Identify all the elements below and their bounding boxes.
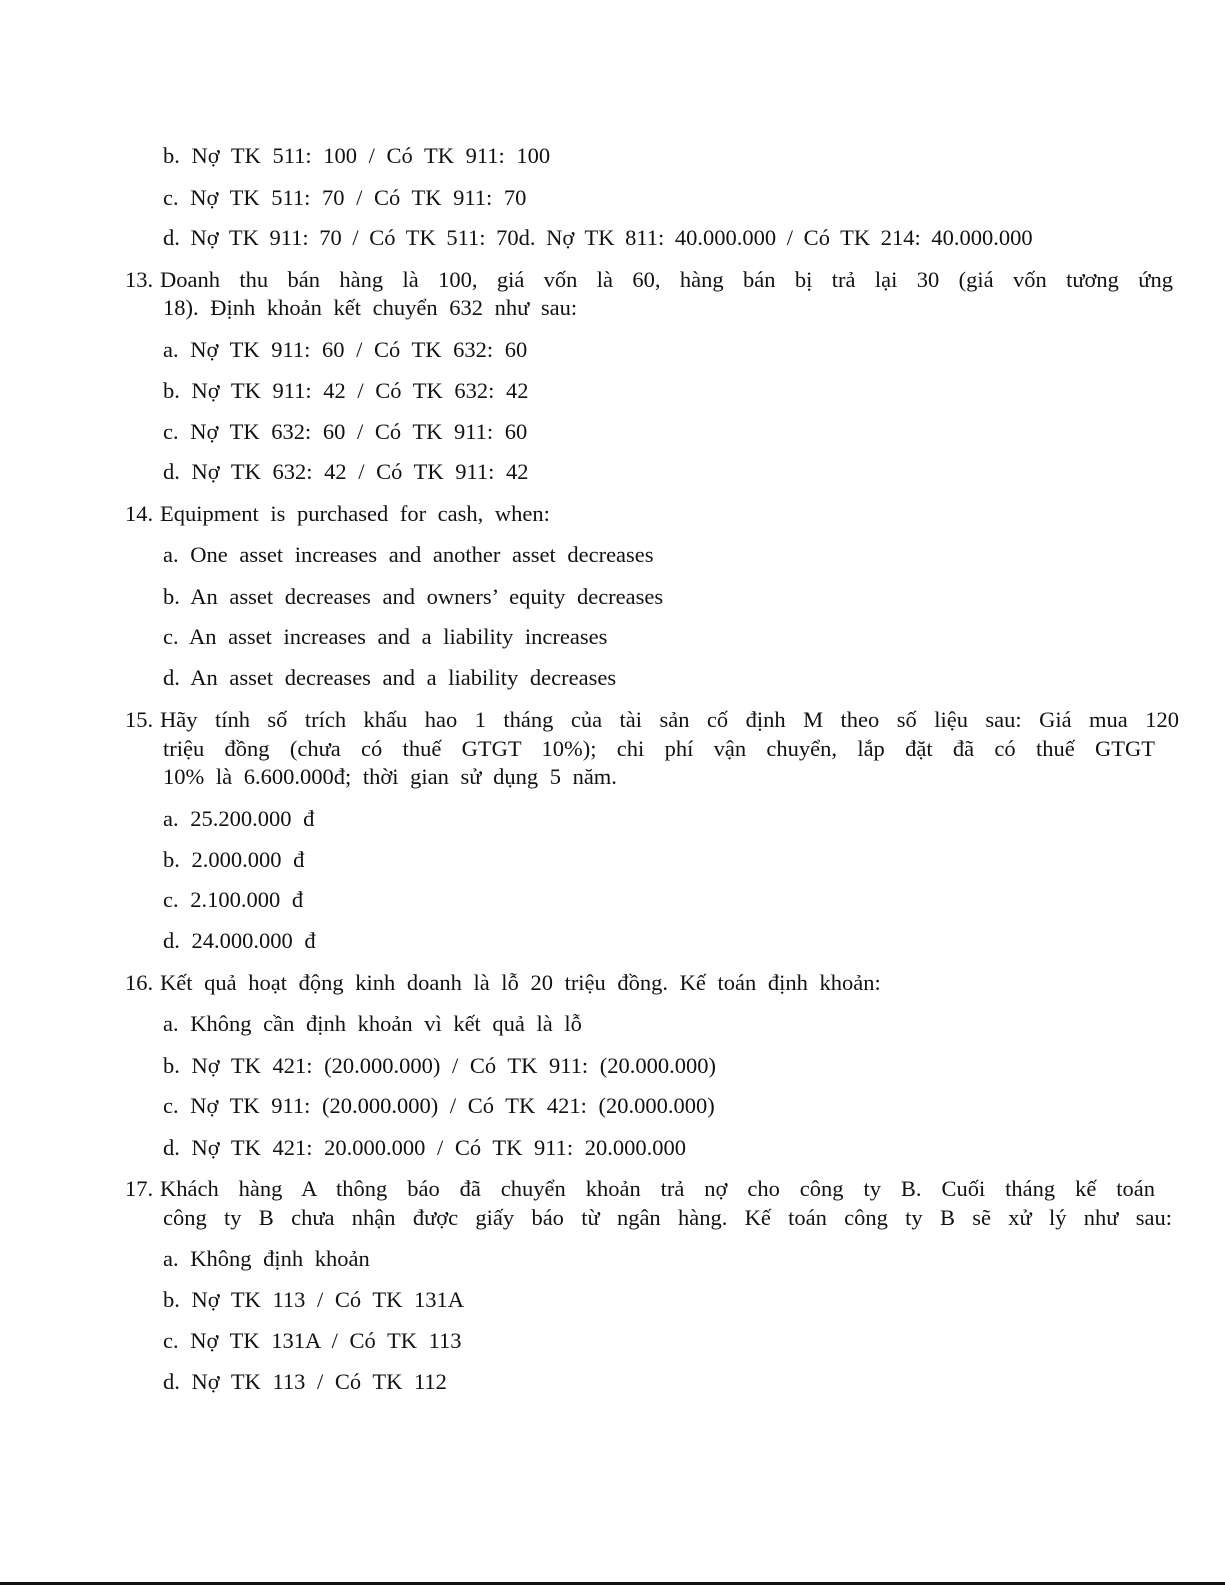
q16-option-a: a. Không cần định khoản vì kết quả là lỗ <box>163 1011 582 1036</box>
q16-option-d: d. Nợ TK 421: 20.000.000 / Có TK 911: 20.000.000 <box>163 1135 686 1160</box>
q14-option-b: b. An asset decreases and owners’ equity decreases <box>163 584 664 609</box>
q17-option-d: d. Nợ TK 113 / Có TK 112 <box>163 1369 447 1394</box>
q12-option-d: d. Nợ TK 911: 70 / Có TK 511: 70d. Nợ TK 811: 40.000.000 / Có TK 214: 40.000.000 <box>163 225 1033 250</box>
q12-option-c: c. Nợ TK 511: 70 / Có TK 911: 70 <box>163 185 527 210</box>
q13-option-a: a. Nợ TK 911: 60 / Có TK 632: 60 <box>163 337 528 362</box>
q16-option-c: c. Nợ TK 911: (20.000.000) / Có TK 421: (20.000.000) <box>163 1093 715 1118</box>
q14-number: 14. <box>125 501 154 526</box>
q17-stem-line1: Khách hàng A thông báo đã chuyển khoản trả nợ cho công ty B. Cuối tháng kế toán <box>160 1176 1155 1201</box>
q17-option-b: b. Nợ TK 113 / Có TK 131A <box>163 1287 464 1312</box>
q17-stem-line2: công ty B chưa nhận được giấy báo từ ngân hàng. Kế toán công ty B sẽ xử lý như sau: <box>163 1205 1172 1230</box>
q16-stem-line1: Kết quả hoạt động kinh doanh là lỗ 20 triệu đồng. Kế toán định khoản: <box>160 970 881 995</box>
q17-option-c: c. Nợ TK 131A / Có TK 113 <box>163 1328 462 1353</box>
q15-option-c: c. 2.100.000 đ <box>163 887 304 912</box>
q15-number: 15. <box>125 707 154 732</box>
q15-option-d: d. 24.000.000 đ <box>163 928 316 953</box>
q13-stem-line2: 18). Định khoản kết chuyển 632 như sau: <box>163 295 578 320</box>
q15-stem-line1: Hãy tính số trích khấu hao 1 tháng của tài sản cố định M theo số liệu sau: Giá mua 120 <box>160 707 1179 732</box>
q15-stem-line3: 10% là 6.600.000đ; thời gian sử dụng 5 năm. <box>163 764 617 789</box>
q15-option-b: b. 2.000.000 đ <box>163 847 305 872</box>
q17-number: 17. <box>125 1176 154 1201</box>
q14-option-c: c. An asset increases and a liability increases <box>163 624 608 649</box>
q13-option-d: d. Nợ TK 632: 42 / Có TK 911: 42 <box>163 459 529 484</box>
q17-option-a: a. Không định khoản <box>163 1246 370 1271</box>
q12-option-b: b. Nợ TK 511: 100 / Có TK 911: 100 <box>163 143 551 168</box>
q15-stem-line2: triệu đồng (chưa có thuế GTGT 10%); chi phí vận chuyển, lắp đặt đã có thuế GTGT <box>163 736 1155 761</box>
q16-number: 16. <box>125 970 154 995</box>
q13-option-b: b. Nợ TK 911: 42 / Có TK 632: 42 <box>163 378 529 403</box>
q13-number: 13. <box>125 267 154 292</box>
q16-option-b: b. Nợ TK 421: (20.000.000) / Có TK 911: (20.000.000) <box>163 1053 716 1078</box>
q14-option-d: d. An asset decreases and a liability decreases <box>163 665 617 690</box>
q15-option-a: a. 25.200.000 đ <box>163 806 315 831</box>
q13-stem-line1: Doanh thu bán hàng là 100, giá vốn là 60, hàng bán bị trả lại 30 (giá vốn tương ứng <box>160 267 1173 292</box>
q13-option-c: c. Nợ TK 632: 60 / Có TK 911: 60 <box>163 419 528 444</box>
q14-option-a: a. One asset increases and another asset decreases <box>163 542 654 567</box>
q14-stem-line1: Equipment is purchased for cash, when: <box>160 501 550 526</box>
